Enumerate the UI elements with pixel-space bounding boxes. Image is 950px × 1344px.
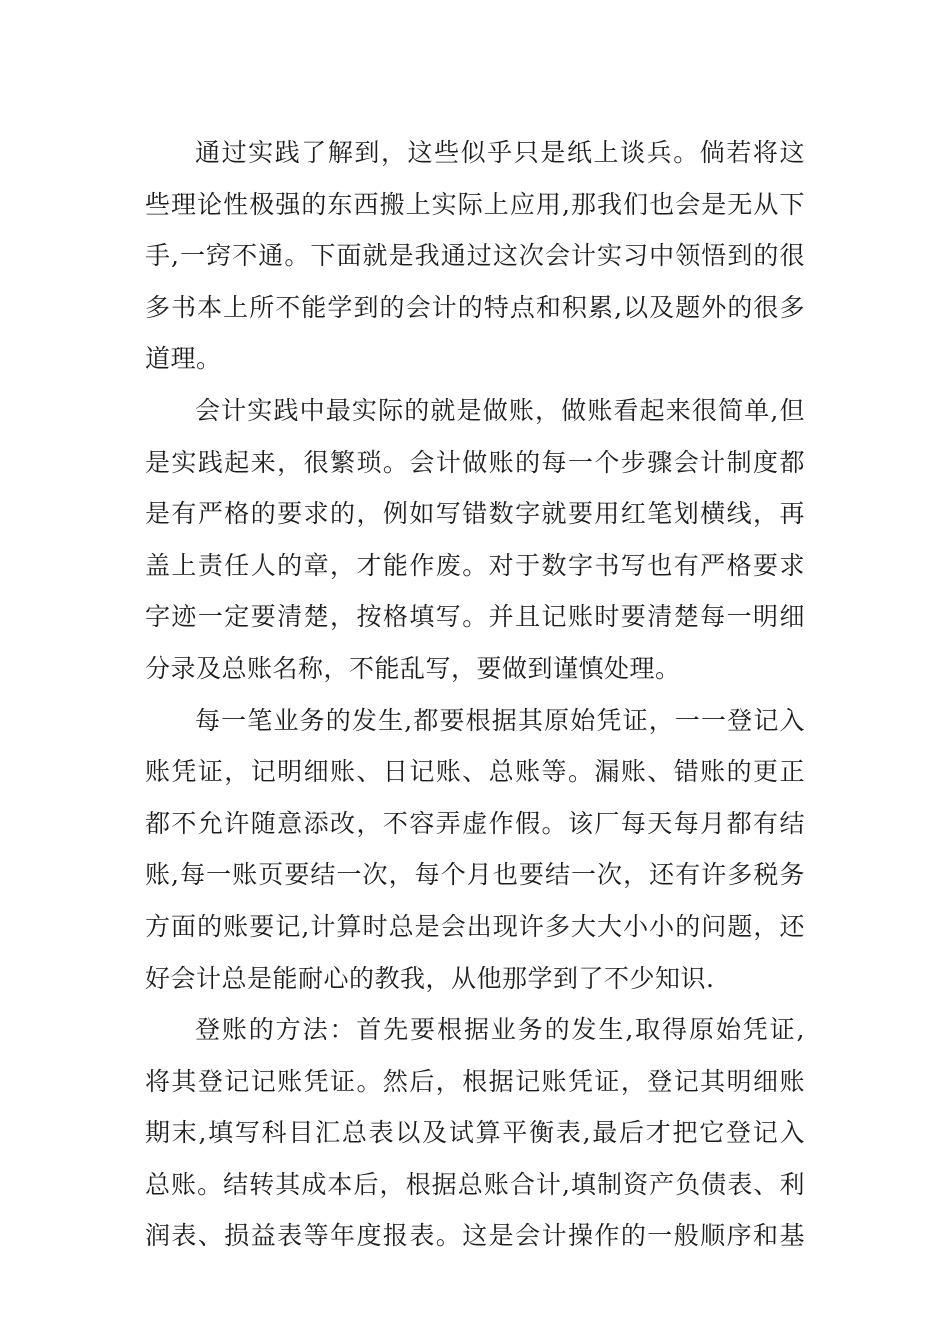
text-line: 每一笔业务的发生,都要根据其原始凭证，一一登记入 xyxy=(195,705,805,735)
text-line: 将其登记记账凭证。然后，根据记账凭证，登记其明细账 xyxy=(145,1066,805,1096)
text-line: 账凭证，记明细账、日记账、总账等。漏账、错账的更正 xyxy=(145,757,805,787)
text-line: 盖上责任人的章，才能作废。对于数字书写也有严格要求 xyxy=(145,550,805,580)
text-line: 好会计总是能耐心的教我，从他那学到了不少知识. xyxy=(145,963,715,993)
paragraph-2 xyxy=(145,385,805,695)
text-line: 都不允许随意添改，不容弄虚作假。该厂每天每月都有结 xyxy=(145,808,805,838)
text-line: 账,每一账页要结一次，每个月也要结一次，还有许多税务 xyxy=(145,860,805,890)
text-line: 登账的方法：首先要根据业务的发生,取得原始凭证, xyxy=(195,1015,805,1045)
text-line: 是实践起来，很繁琐。会计做账的每一个步骤会计制度都 xyxy=(145,447,805,477)
text-line: 手,一窍不通。下面就是我通过这次会计实习中领悟到的很 xyxy=(145,241,805,271)
text-line: 分录及总账名称，不能乱写，要做到谨慎处理。 xyxy=(145,653,681,683)
text-line: 字迹一定要清楚，按格填写。并且记账时要清楚每一明细 xyxy=(145,602,805,632)
text-line: 总账。结转其成本后，根据总账合计,填制资产负债表、利 xyxy=(145,1169,805,1199)
text-line: 道理。 xyxy=(145,344,222,374)
document-body xyxy=(145,127,805,1262)
text-line: 润表、损益表等年度报表。这是会计操作的一般顺序和基 xyxy=(145,1221,805,1251)
paragraph-4 xyxy=(145,1004,805,1262)
text-line: 些理论性极强的东西搬上实际上应用,那我们也会是无从下 xyxy=(145,189,805,219)
text-line: 多书本上所不能学到的会计的特点和积累,以及题外的很多 xyxy=(145,292,805,322)
text-line: 方面的账要记,计算时总是会出现许多大大小小的问题，还 xyxy=(145,911,805,941)
text-line: 会计实践中最实际的就是做账，做账看起来很简单,但 xyxy=(195,395,805,425)
text-line: 是有严格的要求的，例如写错数字就要用红笔划横线，再 xyxy=(145,499,805,529)
paragraph-1 xyxy=(145,127,805,385)
text-line: 期末,填写科目汇总表以及试算平衡表,最后才把它登记入 xyxy=(145,1118,805,1148)
text-line: 通过实践了解到，这些似乎只是纸上谈兵。倘若将这 xyxy=(195,138,805,167)
paragraph-3 xyxy=(145,695,805,1005)
